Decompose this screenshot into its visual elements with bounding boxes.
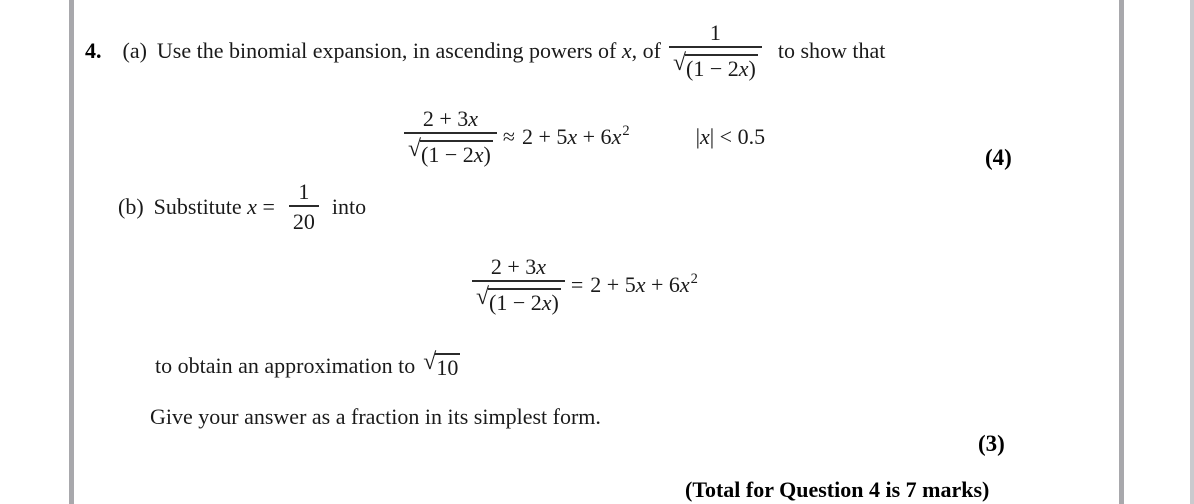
radical-icon: √ bbox=[423, 349, 437, 375]
math-var-x: x bbox=[473, 142, 484, 168]
part-b-into-text: into bbox=[331, 193, 367, 219]
fraction-numerator: 1 bbox=[709, 20, 721, 45]
fraction-numerator: 1 bbox=[298, 179, 310, 204]
fraction-denominator: 20 bbox=[289, 205, 319, 233]
approximation-text: to obtain an approximation to bbox=[155, 353, 416, 379]
radicand bbox=[420, 140, 493, 166]
text-segment: 2 + 3 bbox=[422, 106, 469, 131]
math-var-x: x bbox=[700, 123, 710, 149]
part-b-label: (b) bbox=[118, 193, 144, 219]
part-a-marks: (4) bbox=[985, 145, 1012, 170]
fraction-numerator bbox=[417, 107, 484, 132]
fraction-denominator bbox=[472, 280, 565, 314]
sqrt-ten bbox=[423, 349, 460, 380]
page-edge-rule bbox=[1190, 0, 1194, 504]
approx-equals-sign: ≈ bbox=[502, 123, 515, 149]
text-segment: Use the binomial expansion, in ascending powers of bbox=[156, 37, 622, 63]
equals-sign: = bbox=[570, 271, 584, 297]
radicand: 10 bbox=[436, 355, 459, 380]
exponent: 2 bbox=[622, 123, 630, 140]
question-number: 4. bbox=[85, 37, 102, 63]
part-a-label: (a) bbox=[122, 37, 147, 63]
sqrt-expression bbox=[408, 136, 493, 168]
part-a-intro-text bbox=[157, 38, 661, 64]
fraction-2plus3x-over-sqrt bbox=[404, 107, 497, 166]
part-a-outro-text: to show that bbox=[777, 37, 886, 63]
text-segment: 2 + 5 bbox=[521, 124, 568, 150]
part-b-approximation-line bbox=[155, 349, 460, 380]
text-segment: (1 − 2 bbox=[421, 142, 474, 168]
sqrt-expression bbox=[672, 50, 758, 82]
fraction-denominator bbox=[669, 46, 762, 80]
radicand bbox=[685, 54, 758, 80]
part-b-substitute-text bbox=[154, 194, 275, 220]
math-var-x: x bbox=[468, 106, 479, 131]
text-segment: ) bbox=[551, 290, 559, 316]
part-b-simplest-form-line bbox=[150, 404, 601, 430]
math-var-x: x bbox=[679, 272, 690, 298]
part-b-equation bbox=[472, 255, 698, 314]
text-segment: + 6 bbox=[645, 272, 680, 298]
text-segment: ) bbox=[748, 56, 756, 82]
text-segment: , of bbox=[631, 37, 661, 63]
equation-rhs bbox=[590, 271, 698, 298]
radicand bbox=[488, 288, 561, 314]
math-var-x: x bbox=[738, 56, 749, 82]
text-segment: = bbox=[256, 193, 275, 219]
part-a-equation bbox=[404, 107, 765, 166]
fraction-numerator bbox=[485, 255, 552, 280]
abs-bar: | bbox=[695, 123, 700, 149]
fraction-one-twentieth bbox=[289, 180, 319, 233]
text-segment: + 6 bbox=[577, 124, 612, 150]
part-b-marks: (3) bbox=[978, 431, 1005, 456]
math-var-x: x bbox=[247, 193, 257, 219]
math-var-x: x bbox=[567, 124, 578, 150]
right-margin-rule bbox=[1119, 0, 1124, 504]
radical-icon: √ bbox=[476, 284, 490, 311]
text-segment: ) bbox=[483, 142, 491, 168]
simplest-form-text: Give your answer as a fraction in its simplest form. bbox=[150, 404, 601, 429]
validity-condition bbox=[696, 124, 765, 150]
math-var-x: x bbox=[536, 254, 547, 279]
math-var-x: x bbox=[635, 272, 646, 298]
text-segment: | < 0.5 bbox=[709, 123, 766, 149]
part-a-intro-line bbox=[85, 21, 885, 80]
text-segment: (1 − 2 bbox=[489, 290, 542, 316]
fraction-denominator bbox=[404, 132, 497, 166]
text-segment: Substitute bbox=[153, 193, 248, 219]
fraction-one-over-sqrt bbox=[669, 21, 762, 80]
question-total-marks: (Total for Question 4 is 7 marks) bbox=[685, 477, 990, 502]
left-margin-rule bbox=[69, 0, 74, 504]
math-var-x: x bbox=[621, 37, 632, 63]
radical-icon: √ bbox=[408, 136, 422, 163]
radical-icon: √ bbox=[672, 50, 687, 77]
math-var-x: x bbox=[541, 290, 552, 316]
text-segment: 2 + 3 bbox=[490, 254, 537, 279]
math-var-x: x bbox=[611, 124, 622, 150]
exponent: 2 bbox=[690, 271, 698, 288]
part-b-intro-line bbox=[118, 180, 366, 233]
equation-rhs bbox=[522, 123, 630, 150]
sqrt-expression bbox=[476, 284, 561, 316]
text-segment: 2 + 5 bbox=[590, 272, 636, 298]
fraction-2plus3x-over-sqrt bbox=[472, 255, 565, 314]
text-segment: (1 − 2 bbox=[686, 56, 739, 82]
